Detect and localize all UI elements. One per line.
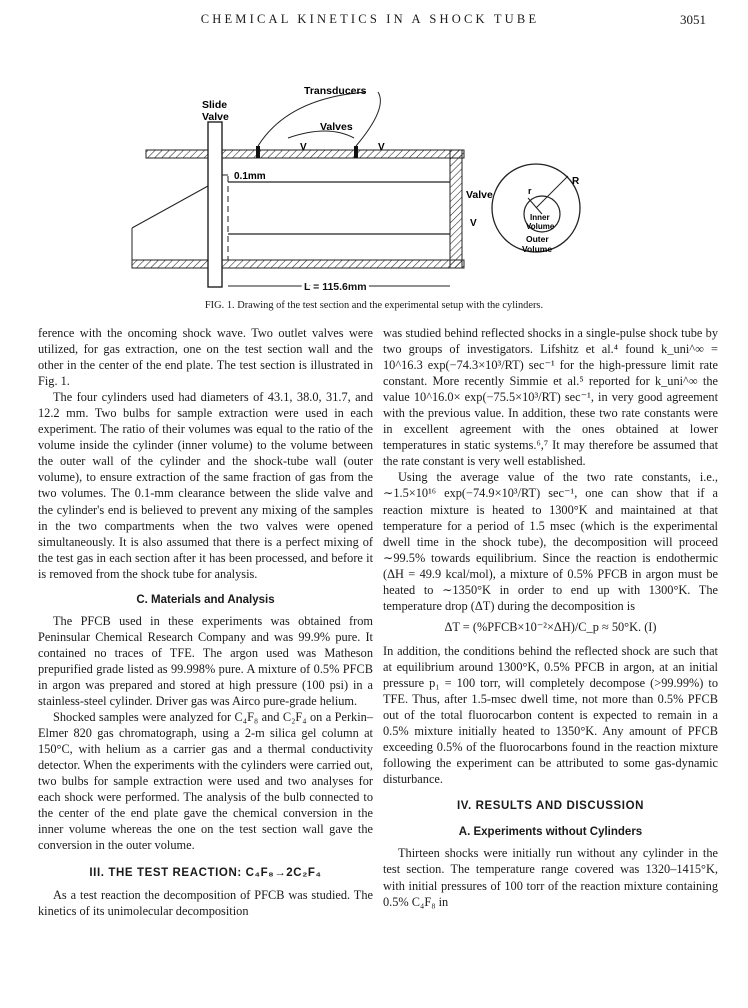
paragraph: The PFCB used in these experiments was obtained from Peninsular Chemical Research Company and was 99.9% pure. It contained no traces of TFE. The argon used was Matheson prepurified grade listed as 99.998% pure. A mixture of 0.5% PFCB in argon was prepared and stored at high pressure (100 psi) in a stainless-steel cylinder. Driver gas was Airco pure-grade helium.: [38, 613, 373, 709]
page-header: [0, 12, 748, 32]
paragraph: The four cylinders used had diameters of 43.1, 38.0, 31.7, and 12.2 mm. Two bulbs for sample extraction were used in each experiment. The ratio of their volumes was equal to the ratio of the volume inside the cylinder (inner volume) to the volume between the outer wall of the cylinder and the shock-tube wall (outer volume), to ensure extraction of the same fraction of gas from the two volumes. The 0.1-mm clearance between the slide valve and the cylinder's end is believed to prevent any mixing of the samples in the two compartments when the two valves were opened simultaneously. It is also assumed that there is a perfect mixing of the test gas in each section after it has been processed, and before it is removed from the shock tube for analysis.: [38, 390, 373, 581]
label-outer-volume: Volume: [522, 244, 553, 254]
label-R: R: [572, 176, 580, 187]
label-slide-valve: Valve: [202, 111, 229, 123]
tube-wall-bottom: [132, 260, 464, 268]
right-column: [383, 325, 718, 910]
label-v-left: V: [300, 142, 307, 153]
paragraph: Shocked samples were analyzed for C₄F₈ and C₂F₄ on a Perkin–Elmer 820 gas chromatograph, using a 2-m silica gel column at 150°C, with helium as a carrier gas and a thermal conductivity detector. When the experiments with the cylinders were carried out, two bulbs for sample extraction were used and two analyses for each shock were performed. The analysis of the bulb connected to the center of the end plate gave the chemical conversion in the inner volume whereas the one on the test section wall gave the conversion in the outer volume.: [38, 710, 373, 853]
label-clearance: 0.1mm: [234, 171, 266, 182]
paragraph: Using the average value of the two rate constants, i.e., ∼1.5×10¹⁶ exp(−74.9×10³/RT) sec⁻¹, one can show that if a reaction mixture is heated to 1300°K and maintained at that temperature for a period of 1.5 msec (which is the experimental dwell time in the shock tube), the decomposition will proceed ∼99.5% towards equilibrium. Since the reaction is endothermic (ΔH = 49.9 kcal/mol), a mixture of 0.5% PFCB in argon must be heated to ∼1350°K in order to end up with 1300°K. The temperature drop (ΔT) during the decomposition is: [383, 470, 718, 613]
page-number: 3051: [680, 12, 706, 27]
label-end-valve: Valve: [466, 189, 493, 201]
paragraph: Thirteen shocks were initially run without any cylinder in the test section. The temperature range covered was 1320–1415°K, with initial pressures of 100 torr of the reaction mixture containing 0.5% C₄F₈ in: [383, 846, 718, 909]
label-outer: Outer: [526, 234, 549, 244]
label-r: r: [528, 186, 532, 196]
subsection-heading: C. Materials and Analysis: [136, 593, 275, 606]
end-plate: [450, 150, 462, 268]
label-inner-volume: Volume: [526, 222, 555, 231]
valve-port-right: [354, 146, 358, 158]
valve-port-left: [256, 146, 260, 158]
label-inner: Inner: [530, 213, 550, 222]
label-slide: Slide: [202, 99, 228, 111]
equation-1: ΔT = (%PFCB×10⁻²×ΔH)/C_p ≈ 50°K. (I): [444, 619, 657, 634]
label-v-end: V: [470, 218, 477, 229]
label-valves: Valves: [320, 121, 353, 133]
figure-caption: FIG. 1. Drawing of the test section and the experimental setup with the cylinders.: [204, 300, 544, 311]
paragraph: In addition, the conditions behind the reflected shock are such that at equilibrium around 1300°K, 0.5% PFCB in argon, at an initial pressure p₁ = 100 torr, will completely decompose (>99.99%) to TFE. Thus, after 1.5-msec dwell time, not more than 0.5% PFCB out of the total fluorocarbon content is expected to remain in a 0.5% mixture initially heated to 1350°K. Any amount of PFCB exceeding 0.5% of the fluorocarbons found in the reaction mixture following the experiment can be attributed to some gas-dynamic disturbance.: [383, 643, 718, 787]
paragraph: was studied behind reflected shocks in a single-pulse shock tube by two groups of investigators. Lifshitz et al.⁴ found k_uni^∞ = 10^16.3 exp(−74.3×10³/RT) sec⁻¹ for the high-pressure limit rate constant. More recently Simmie et al.⁵ reported for k_uni^∞ the value 10^16.0× exp(−75.5×10³/RT) sec⁻¹, in very good agreement with the previous value. In addition, these two rate constants were in excellent agreement with the ones obtained at lower temperatures in static systems.⁶,⁷ It may therefore be assumed that the rate constant is very well established.: [383, 326, 718, 469]
label-transducers: Transducers: [304, 85, 367, 97]
paragraph: As a test reaction the decomposition of PFCB was studied. The kinetics of its unimolecular decomposition: [38, 887, 373, 918]
left-column: [38, 325, 373, 919]
slide-valve: [208, 122, 222, 287]
paragraph: ference with the oncoming shock wave. Two outlet valves were utilized, for gas extraction, one on the test section wall and the other in the center of the end plate. The test section is illustrated in Fig. 1.: [38, 326, 373, 389]
label-v-right: V: [378, 142, 385, 153]
section-heading: IV. RESULTS AND DISCUSSION: [456, 800, 645, 813]
label-length: L = 115.6mm: [304, 281, 367, 293]
figure-1-diagram: [128, 78, 598, 308]
section-heading: III. THE TEST REACTION: C₄F₈→2C₂F₄: [89, 866, 322, 879]
running-head: CHEMICAL KINETICS IN A SHOCK TUBE: [200, 12, 540, 26]
subsection-heading: A. Experiments without Cylinders: [458, 826, 643, 839]
